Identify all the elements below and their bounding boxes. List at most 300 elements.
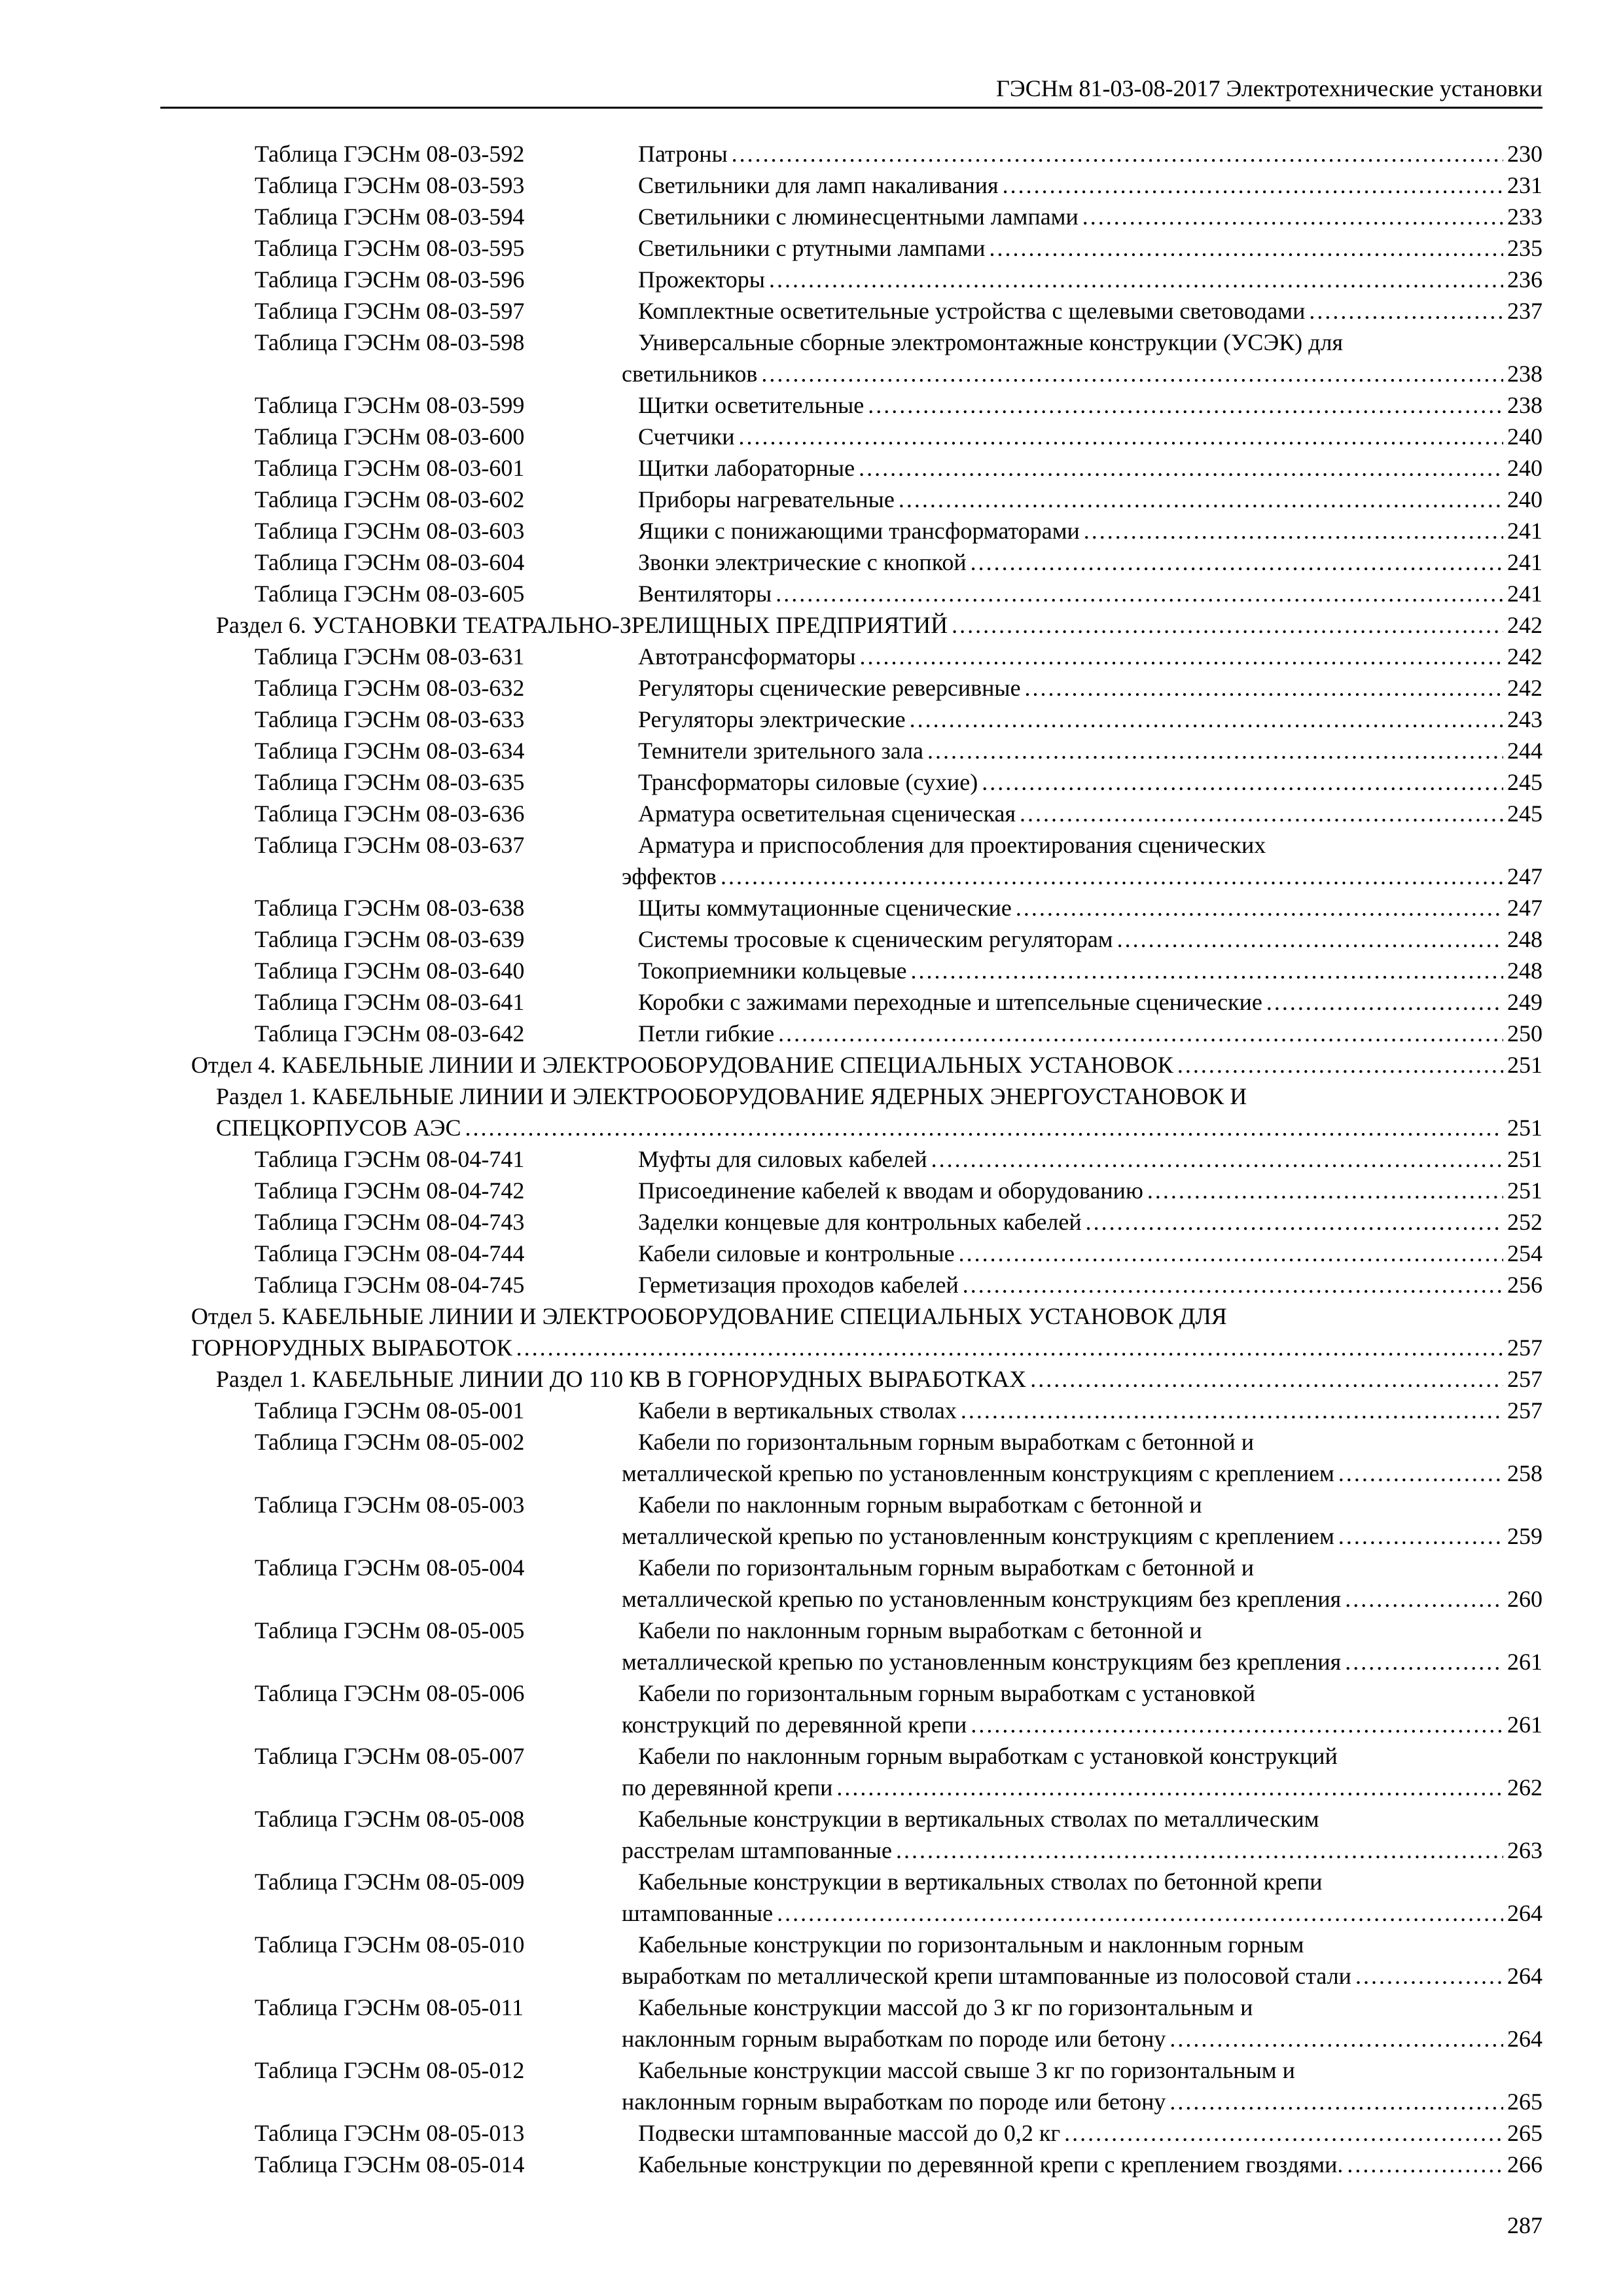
- page-ref: 247: [1507, 863, 1543, 889]
- dot-leader: [931, 1143, 1503, 1175]
- table-title-text: Подвески штампованные массой до 0,2 кг: [638, 2120, 1061, 2146]
- table-title-continuation-line: [622, 1960, 1543, 1992]
- table-title-text: Комплектные осветительные устройства с щелевыми световодами: [638, 298, 1306, 324]
- page-ref: 265: [1507, 2120, 1543, 2146]
- table-number: Таблица ГЭСНм 08-05-007: [255, 1743, 525, 1769]
- toc-entry: [0, 295, 1623, 327]
- dot-leader: [1266, 986, 1503, 1018]
- table-title-text: Петли гибкие: [638, 1020, 775, 1047]
- dot-leader: [1338, 1458, 1503, 1489]
- page-ref: 241: [1507, 518, 1543, 544]
- page-ref: 258: [1507, 1460, 1543, 1486]
- toc-entry: [0, 1929, 1623, 1992]
- dot-leader: [1147, 1175, 1503, 1206]
- toc-entry: [0, 1206, 1623, 1238]
- dot-leader: [738, 421, 1503, 452]
- table-title-continuation-text: металлической крепью по установленным конструкциям с креплением: [622, 1460, 1334, 1486]
- toc-entry: [0, 170, 1623, 201]
- page-ref: 248: [1507, 926, 1543, 952]
- table-title-continuation-line: [622, 1520, 1543, 1552]
- page-ref: 251: [1507, 1177, 1543, 1204]
- table-number: Таблица ГЭСНм 08-05-010: [255, 1931, 525, 1958]
- table-number: Таблица ГЭСНм 08-03-636: [255, 800, 525, 827]
- table-title-text: Коробки с зажимами переходные и штепсельные сценические: [638, 989, 1262, 1015]
- page-ref: 260: [1507, 1586, 1543, 1612]
- toc-entry: [0, 1552, 1623, 1615]
- dot-leader: [1030, 1363, 1503, 1395]
- department-heading-continuation-text: ГОРНОРУДНЫХ ВЫРАБОТОК: [191, 1335, 512, 1361]
- table-title-text: Кабели по горизонтальным горным выработкам с бетонной и: [638, 1429, 1254, 1455]
- page-ref: 261: [1507, 1649, 1543, 1675]
- table-title-text: Регуляторы сценические реверсивные: [638, 675, 1021, 701]
- table-title-line: [638, 955, 1543, 986]
- table-title-line: [638, 484, 1543, 515]
- page-ref: 256: [1507, 1272, 1543, 1298]
- toc-entry: [0, 1615, 1623, 1677]
- table-title-line: [638, 264, 1543, 295]
- page-ref: 266: [1507, 2151, 1543, 2178]
- table-number: Таблица ГЭСНм 08-05-008: [255, 1806, 525, 1832]
- toc-entry: [0, 829, 1623, 892]
- table-number: Таблица ГЭСНм 08-03-631: [255, 643, 525, 670]
- table-title-line: [638, 170, 1543, 201]
- table-title-line: [638, 232, 1543, 264]
- table-number: Таблица ГЭСНм 08-03-596: [255, 266, 525, 293]
- table-number: Таблица ГЭСНм 08-03-640: [255, 958, 525, 984]
- dot-leader: [896, 1835, 1503, 1866]
- table-title-line: [638, 138, 1543, 170]
- toc-entry: [0, 547, 1623, 578]
- toc-entry: [0, 484, 1623, 515]
- page-ref: 251: [1507, 1146, 1543, 1172]
- running-header: ГЭСНм 81-03-08-2017 Электротехнические установки: [996, 75, 1543, 101]
- table-title-text: Муфты для силовых кабелей: [638, 1146, 927, 1172]
- dot-leader: [1338, 1520, 1503, 1552]
- dot-leader: [1169, 2086, 1503, 2117]
- table-title-continuation-text: металлической крепью по установленным конструкциям без крепления: [622, 1586, 1342, 1612]
- table-number: Таблица ГЭСНм 08-03-594: [255, 204, 525, 230]
- table-title-line: [638, 421, 1543, 452]
- table-title-text: Кабели по наклонным горным выработкам с бетонной и: [638, 1492, 1202, 1518]
- page-ref: 230: [1507, 141, 1543, 167]
- toc-entry: [0, 924, 1623, 955]
- table-number: Таблица ГЭСНм 08-04-742: [255, 1177, 525, 1204]
- table-title-continuation-text: эффектов: [622, 863, 717, 889]
- table-title-continuation-line: [622, 2023, 1543, 2054]
- dot-leader: [732, 138, 1503, 170]
- table-title-continuation-text: штампованные: [622, 1900, 774, 1926]
- table-title-text: Патроны: [638, 141, 728, 167]
- dot-leader: [989, 232, 1503, 264]
- dot-leader: [721, 861, 1503, 892]
- page-ref: 240: [1507, 486, 1543, 512]
- table-title-text: Универсальные сборные электромонтажные конструкции (УСЭК) для: [638, 329, 1344, 355]
- dot-leader: [465, 1112, 1503, 1143]
- toc-entry: [0, 421, 1623, 452]
- table-title-continuation-text: по деревянной крепи: [622, 1774, 833, 1801]
- page-ref: 257: [1507, 1397, 1543, 1424]
- toc-entry: [0, 1269, 1623, 1300]
- table-title-text: Кабельные конструкции массой свыше 3 кг по горизонтальным и: [638, 2057, 1295, 2083]
- toc-entry: [0, 1489, 1623, 1552]
- toc-entry: [0, 955, 1623, 986]
- department-heading-continuation-line: [191, 1332, 1543, 1363]
- table-title-continuation-text: металлической крепью по установленным конструкциям без крепления: [622, 1649, 1342, 1675]
- dot-leader: [1016, 892, 1503, 924]
- table-number: Таблица ГЭСНм 08-04-745: [255, 1272, 525, 1298]
- table-title-text: Кабели по наклонным горным выработкам с установкой конструкций: [638, 1743, 1338, 1769]
- dot-leader: [1345, 1583, 1503, 1615]
- toc-entry: [0, 232, 1623, 264]
- dot-leader: [899, 484, 1503, 515]
- table-number: Таблица ГЭСНм 08-03-598: [255, 329, 525, 355]
- table-of-contents: [0, 138, 1623, 2180]
- table-number: Таблица ГЭСНм 08-05-002: [255, 1429, 525, 1455]
- toc-entry: [0, 1803, 1623, 1866]
- table-title-text: Кабельные конструкции массой до 3 кг по горизонтальным и: [638, 1994, 1253, 2020]
- page-ref: 242: [1507, 675, 1543, 701]
- header-rule: [160, 107, 1543, 109]
- dot-leader: [859, 452, 1503, 484]
- table-title-text: Кабели в вертикальных стволах: [638, 1397, 957, 1424]
- page-ref: 257: [1507, 1335, 1543, 1361]
- page-ref: 264: [1507, 1963, 1543, 1989]
- table-title-text: Вентиляторы: [638, 581, 772, 607]
- page-ref: 262: [1507, 1774, 1543, 1801]
- table-title-text: Присоединение кабелей к вводам и оборудованию: [638, 1177, 1143, 1204]
- table-title-text: Счетчики: [638, 423, 735, 450]
- page-ref: 247: [1507, 895, 1543, 921]
- table-title-text: Кабели по наклонным горным выработкам с бетонной и: [638, 1617, 1202, 1643]
- section-heading-continuation-line: [216, 1112, 1543, 1143]
- toc-entry: [0, 1018, 1623, 1049]
- toc-entry: [0, 672, 1623, 704]
- table-title-line: [638, 672, 1543, 704]
- page-ref: 238: [1507, 392, 1543, 418]
- page-ref: 263: [1507, 1837, 1543, 1863]
- dot-leader: [982, 766, 1503, 798]
- table-number: Таблица ГЭСНм 08-03-637: [255, 832, 525, 858]
- toc-entry: [0, 1143, 1623, 1175]
- table-title-continuation-text: выработкам по металлической крепи штампованные из полосовой стали: [622, 1963, 1351, 1989]
- table-title-text: Кабельные конструкции по горизонтальным и наклонным горным: [638, 1931, 1304, 1958]
- toc-entry: [0, 1300, 1623, 1363]
- table-number: Таблица ГЭСНм 08-05-012: [255, 2057, 525, 2083]
- table-number: Таблица ГЭСНм 08-05-001: [255, 1397, 525, 1424]
- table-number: Таблица ГЭСНм 08-05-014: [255, 2151, 525, 2178]
- table-title-line: [638, 641, 1543, 672]
- table-number: Таблица ГЭСНм 08-03-642: [255, 1020, 525, 1047]
- table-title-continuation-text: расстрелам штампованные: [622, 1837, 892, 1863]
- table-title-line: [638, 704, 1543, 735]
- page-ref: 264: [1507, 1900, 1543, 1926]
- toc-entry: [0, 1363, 1623, 1395]
- table-number: Таблица ГЭСНм 08-03-634: [255, 738, 525, 764]
- dot-leader: [778, 1018, 1503, 1049]
- table-title-line: [638, 515, 1543, 547]
- table-title-text: Токоприемники кольцевые: [638, 958, 907, 984]
- toc-entry: [0, 1238, 1623, 1269]
- table-number: Таблица ГЭСНм 08-03-597: [255, 298, 525, 324]
- table-title-continuation-line: [622, 1835, 1543, 1866]
- page-ref: 257: [1507, 1366, 1543, 1392]
- department-heading-line: [191, 1049, 1543, 1081]
- table-title-text: Арматура и приспособления для проектирования сценических: [638, 832, 1266, 858]
- toc-entry: [0, 2149, 1623, 2180]
- table-title-line: [638, 201, 1543, 232]
- dot-leader: [963, 1269, 1503, 1300]
- table-title-text: Регуляторы электрические: [638, 706, 906, 732]
- table-title-line: [638, 2149, 1543, 2180]
- table-number: Таблица ГЭСНм 08-03-600: [255, 423, 525, 450]
- toc-entry: [0, 1175, 1623, 1206]
- table-number: Таблица ГЭСНм 08-03-595: [255, 235, 525, 261]
- table-number: Таблица ГЭСНм 08-03-593: [255, 172, 525, 198]
- table-title-continuation-line: [622, 1897, 1543, 1929]
- section-heading-text: Раздел 6. УСТАНОВКИ ТЕАТРАЛЬНО-ЗРЕЛИЩНЫХ ПРЕДПРИЯТИЙ: [216, 612, 948, 638]
- toc-entry: [0, 735, 1623, 766]
- toc-entry: [0, 578, 1623, 609]
- table-title-line: [638, 1175, 1543, 1206]
- table-title-text: Светильники с ртутными лампами: [638, 235, 986, 261]
- table-title-continuation-text: светильников: [622, 361, 758, 387]
- toc-entry: [0, 2054, 1623, 2117]
- page-ref: 240: [1507, 423, 1543, 450]
- table-number: Таблица ГЭСНм 08-05-011: [255, 1994, 524, 2020]
- page-ref: 245: [1507, 800, 1543, 827]
- department-heading-text: Отдел 5. КАБЕЛЬНЫЕ ЛИНИИ И ЭЛЕКТРООБОРУДОВАНИЕ СПЕЦИАЛЬНЫХ УСТАНОВОК ДЛЯ: [191, 1303, 1227, 1329]
- table-number: Таблица ГЭСНм 08-04-741: [255, 1146, 525, 1172]
- dot-leader: [1020, 798, 1503, 829]
- dot-leader: [769, 264, 1503, 295]
- page-ref: 251: [1507, 1115, 1543, 1141]
- table-title-continuation-line: [622, 1772, 1543, 1803]
- dot-leader: [1117, 924, 1503, 955]
- table-title-text: Щиты коммутационные сценические: [638, 895, 1012, 921]
- department-heading-text: Отдел 4. КАБЕЛЬНЫЕ ЛИНИИ И ЭЛЕКТРООБОРУДОВАНИЕ СПЕЦИАЛЬНЫХ УСТАНОВОК: [191, 1052, 1173, 1078]
- dot-leader: [1347, 2149, 1503, 2180]
- toc-entry: [0, 1866, 1623, 1929]
- page-ref: 248: [1507, 958, 1543, 984]
- toc-entry: [0, 704, 1623, 735]
- toc-entry: [0, 766, 1623, 798]
- table-title-text: Кабельные конструкции по деревянной крепи с креплением гвоздями.: [638, 2151, 1344, 2178]
- table-number: Таблица ГЭСНм 08-03-601: [255, 455, 525, 481]
- table-title-line: [638, 2117, 1543, 2149]
- table-number: Таблица ГЭСНм 08-03-639: [255, 926, 525, 952]
- dot-leader: [1309, 295, 1503, 327]
- dot-leader: [1064, 2117, 1503, 2149]
- page-ref: 251: [1507, 1052, 1543, 1078]
- toc-entry: [0, 515, 1623, 547]
- table-title-text: Светильники с люминесцентными лампами: [638, 204, 1079, 230]
- table-title-continuation-line: [622, 1646, 1543, 1677]
- toc-entry: [0, 986, 1623, 1018]
- table-title-line: [638, 295, 1543, 327]
- table-title-text: Звонки электрические с кнопкой: [638, 549, 967, 575]
- table-title-text: Автотрансформаторы: [638, 643, 856, 670]
- toc-entry: [0, 327, 1623, 389]
- dot-leader: [1169, 2023, 1503, 2054]
- table-number: Таблица ГЭСНм 08-03-603: [255, 518, 525, 544]
- page-ref: 252: [1507, 1209, 1543, 1235]
- page-ref: 265: [1507, 2089, 1543, 2115]
- section-heading-text: Раздел 1. КАБЕЛЬНЫЕ ЛИНИИ И ЭЛЕКТРООБОРУДОВАНИЕ ЯДЕРНЫХ ЭНЕРГОУСТАНОВОК И: [216, 1083, 1247, 1109]
- table-number: Таблица ГЭСНм 08-05-006: [255, 1680, 525, 1706]
- toc-entry: [0, 1740, 1623, 1803]
- dot-leader: [1355, 1960, 1503, 1992]
- toc-entry: [0, 892, 1623, 924]
- dot-leader: [1025, 672, 1503, 704]
- table-title-line: [638, 766, 1543, 798]
- table-title-text: Приборы нагревательные: [638, 486, 895, 512]
- toc-entry: [0, 1049, 1623, 1081]
- table-number: Таблица ГЭСНм 08-05-013: [255, 2120, 525, 2146]
- page-ref: 238: [1507, 361, 1543, 387]
- table-title-text: Системы тросовые к сценическим регуляторам: [638, 926, 1113, 952]
- page-ref: 231: [1507, 172, 1543, 198]
- dot-leader: [1177, 1049, 1503, 1081]
- table-title-text: Кабели по горизонтальным горным выработкам с бетонной и: [638, 1554, 1254, 1581]
- page-ref: 259: [1507, 1523, 1543, 1549]
- table-number: Таблица ГЭСНм 08-03-638: [255, 895, 525, 921]
- table-title-line: [638, 1206, 1543, 1238]
- page-ref: 235: [1507, 235, 1543, 261]
- toc-entry: [0, 641, 1623, 672]
- table-number: Таблица ГЭСНм 08-03-604: [255, 549, 525, 575]
- table-title-text: Кабели силовые и контрольные: [638, 1240, 955, 1266]
- toc-entry: [0, 389, 1623, 421]
- dot-leader: [910, 704, 1503, 735]
- table-title-continuation-text: металлической крепью по установленным конструкциям с креплением: [622, 1523, 1334, 1549]
- toc-entry: [0, 1081, 1623, 1143]
- page-ref: 250: [1507, 1020, 1543, 1047]
- table-title-line: [638, 798, 1543, 829]
- dot-leader: [927, 735, 1503, 766]
- page-ref: 249: [1507, 989, 1543, 1015]
- toc-entry: [0, 201, 1623, 232]
- page-ref: 242: [1507, 612, 1543, 638]
- dot-leader: [776, 578, 1503, 609]
- dot-leader: [1086, 1206, 1503, 1238]
- page-ref: 254: [1507, 1240, 1543, 1266]
- page-ref: 240: [1507, 455, 1543, 481]
- section-heading-continuation-text: СПЕЦКОРПУСОВ АЭС: [216, 1115, 461, 1141]
- dot-leader: [761, 358, 1503, 389]
- toc-entry: [0, 1395, 1623, 1426]
- table-title-continuation-line: [622, 1583, 1543, 1615]
- table-title-line: [638, 924, 1543, 955]
- table-title-continuation-text: конструкций по деревянной крепи: [622, 1712, 967, 1738]
- dot-leader: [911, 955, 1503, 986]
- table-title-line: [638, 547, 1543, 578]
- dot-leader: [836, 1772, 1503, 1803]
- page-ref: 237: [1507, 298, 1543, 324]
- section-heading-line: [216, 609, 1543, 641]
- dot-leader: [860, 641, 1503, 672]
- table-title-text: Кабельные конструкции в вертикальных стволах по металлическим: [638, 1806, 1319, 1832]
- table-title-line: [638, 1143, 1543, 1175]
- toc-entry: [0, 609, 1623, 641]
- table-number: Таблица ГЭСНм 08-03-633: [255, 706, 525, 732]
- table-title-line: [638, 1018, 1543, 1049]
- page-ref: 241: [1507, 549, 1543, 575]
- dot-leader: [952, 609, 1503, 641]
- page-ref: 241: [1507, 581, 1543, 607]
- page-ref: 242: [1507, 643, 1543, 670]
- page-ref: 264: [1507, 2026, 1543, 2052]
- page-ref: 236: [1507, 266, 1543, 293]
- table-title-line: [638, 735, 1543, 766]
- table-title-continuation-line: [622, 2086, 1543, 2117]
- table-title-text: Ящики с понижающими трансформаторами: [638, 518, 1080, 544]
- dot-leader: [516, 1332, 1503, 1363]
- toc-entry: [0, 138, 1623, 170]
- toc-entry: [0, 2117, 1623, 2149]
- section-heading-line: [216, 1363, 1543, 1395]
- table-number: Таблица ГЭСНм 08-05-005: [255, 1617, 525, 1643]
- dot-leader: [777, 1897, 1503, 1929]
- table-title-line: [638, 452, 1543, 484]
- table-title-text: Прожекторы: [638, 266, 765, 293]
- dot-leader: [961, 1395, 1503, 1426]
- page-ref: 244: [1507, 738, 1543, 764]
- table-title-text: Заделки концевые для контрольных кабелей: [638, 1209, 1082, 1235]
- table-number: Таблица ГЭСНм 08-04-744: [255, 1240, 525, 1266]
- dot-leader: [1082, 201, 1503, 232]
- table-title-text: Герметизация проходов кабелей: [638, 1272, 959, 1298]
- toc-entry: [0, 452, 1623, 484]
- table-number: Таблица ГЭСНм 08-04-743: [255, 1209, 525, 1235]
- table-title-line: [638, 578, 1543, 609]
- table-title-text: Светильники для ламп накаливания: [638, 172, 999, 198]
- table-number: Таблица ГЭСНм 08-05-003: [255, 1492, 525, 1518]
- table-title-line: [638, 986, 1543, 1018]
- table-title-line: [638, 1238, 1543, 1269]
- table-title-continuation-text: наклонным горным выработкам по породе или бетону: [622, 2026, 1166, 2052]
- table-number: Таблица ГЭСНм 08-03-592: [255, 141, 525, 167]
- dot-leader: [971, 1709, 1503, 1740]
- dot-leader: [1084, 515, 1503, 547]
- table-number: Таблица ГЭСНм 08-03-632: [255, 675, 525, 701]
- page-ref: 245: [1507, 769, 1543, 795]
- page-number: 287: [1507, 2212, 1543, 2238]
- dot-leader: [971, 547, 1503, 578]
- table-title-text: Кабели по горизонтальным горным выработкам с установкой: [638, 1680, 1256, 1706]
- table-number: Таблица ГЭСНм 08-03-635: [255, 769, 525, 795]
- table-title-line: [638, 1269, 1543, 1300]
- table-title-text: Щитки лабораторные: [638, 455, 855, 481]
- table-title-continuation-line: [622, 861, 1543, 892]
- toc-entry: [0, 1426, 1623, 1489]
- table-number: Таблица ГЭСНм 08-03-602: [255, 486, 525, 512]
- dot-leader: [959, 1238, 1503, 1269]
- table-number: Таблица ГЭСНм 08-03-599: [255, 392, 525, 418]
- section-heading-text: Раздел 1. КАБЕЛЬНЫЕ ЛИНИИ ДО 110 КВ В ГОРНОРУДНЫХ ВЫРАБОТКАХ: [216, 1366, 1027, 1392]
- toc-entry: [0, 264, 1623, 295]
- toc-entry: [0, 1992, 1623, 2054]
- table-number: Таблица ГЭСНм 08-03-605: [255, 581, 525, 607]
- toc-entry: [0, 1677, 1623, 1740]
- dot-leader: [1345, 1646, 1503, 1677]
- table-title-text: Щитки осветительные: [638, 392, 865, 418]
- table-title-text: Темнители зрительного зала: [638, 738, 924, 764]
- table-number: Таблица ГЭСНм 08-05-009: [255, 1869, 525, 1895]
- table-title-line: [638, 389, 1543, 421]
- table-title-text: Арматура осветительная сценическая: [638, 800, 1016, 827]
- table-title-continuation-text: наклонным горным выработкам по породе или бетону: [622, 2089, 1166, 2115]
- table-number: Таблица ГЭСНм 08-03-641: [255, 989, 525, 1015]
